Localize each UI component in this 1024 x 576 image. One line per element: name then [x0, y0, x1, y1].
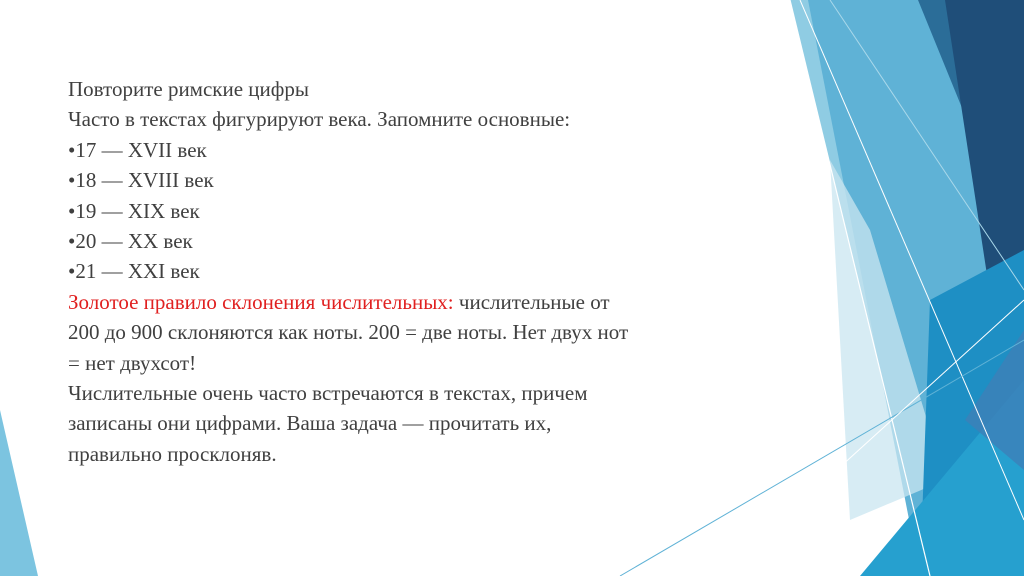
slide-text-body: [68, 74, 768, 469]
rule-line-3: = нет двухсот!: [68, 350, 197, 375]
left-corner-shape: [0, 410, 38, 576]
century-item: •21 — XXI век: [68, 259, 200, 284]
intro-line: Часто в текстах фигурируют века. Запомните основные:: [68, 107, 571, 132]
task-line: записаны они цифрами. Ваша задача — прочитать их,: [68, 411, 552, 436]
slide-heading: Повторите римские цифры: [68, 77, 309, 101]
task-line: Числительные очень часто встречаются в текстах, причем: [68, 381, 588, 406]
rule-line-1: [68, 287, 768, 317]
century-item: •17 — XVII век: [68, 137, 207, 162]
century-item: •20 — XX век: [68, 229, 193, 254]
rule-line-2: 200 до 900 склоняются как ноты. 200 = две ноты. Нет двух нот: [68, 320, 629, 345]
task-line: правильно просклоняв.: [68, 441, 277, 466]
rule-title: Золотое правило склонения числительных:: [68, 289, 454, 314]
century-item: •18 — XVIII век: [68, 168, 214, 193]
rule-text-1: числительные от: [453, 289, 610, 314]
century-item: •19 — XIX век: [68, 198, 200, 223]
